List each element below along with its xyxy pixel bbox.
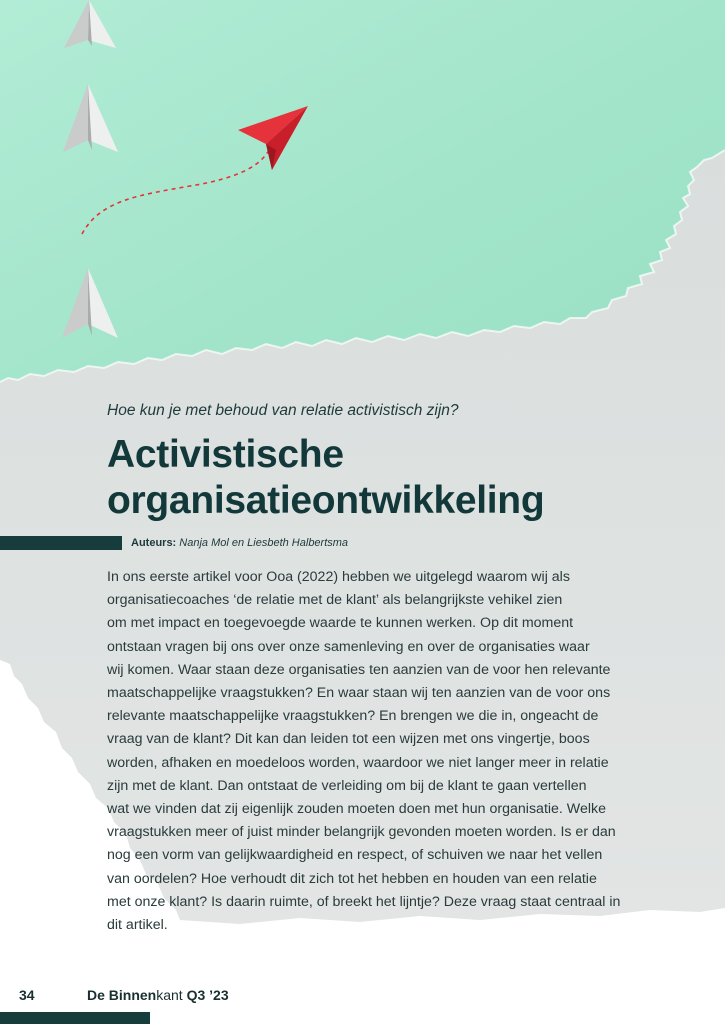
authors-label: Auteurs: <box>131 537 177 549</box>
body-line: wij komen. Waar staan deze organisaties ten aanzien van de voor hen relevante <box>107 661 611 678</box>
body-line: wat we vinden dat zij eigenlijk zouden moeten doen met hun organisatie. Welke <box>107 801 606 818</box>
title-line: organisatieontwikkeling <box>107 479 545 522</box>
magazine-issue: Q3 ’23 <box>186 987 229 1003</box>
body-line: met onze klant? Is daarin ruimte, of breekt het lijntje? Deze vraag staat centraal in <box>107 893 621 910</box>
body-line: relevante maatschappelijke vraagstukken? En brengen we die in, ongeacht de <box>107 708 599 725</box>
body-line: vraagstukken meer of juist minder belangrijk gevonden moeten worden. Is er dan <box>107 824 616 841</box>
magazine-name-bold: De Binnen <box>87 987 157 1003</box>
authors-line <box>131 536 348 550</box>
article-subtitle: Hoe kun je met behoud van relatie activistisch zijn? <box>107 402 459 419</box>
article-title <box>107 432 707 524</box>
article-body <box>107 566 627 937</box>
body-line: organisatiecoaches ‘de relatie met de klant’ als belangrijkste vehikel zien <box>107 592 563 609</box>
body-line: ontstaan vragen bij ons over onze samenleving en over de organisaties waar <box>107 638 590 655</box>
title-line: Activistische <box>107 433 344 476</box>
body-line: van oordelen? Hoe verhoudt dit zich tot het hebben en houden van een relatie <box>107 870 597 887</box>
magazine-name <box>87 987 229 1003</box>
body-line: In ons eerste artikel voor Ooa (2022) hebben we uitgelegd waarom wij als <box>107 569 570 585</box>
body-line: vraag van de klant? Dit kan dan leiden tot een wijzen met ons vingertje, boos <box>107 731 590 748</box>
authors-accent-bar <box>0 536 122 550</box>
authors-names: Nanja Mol en Liesbeth Halbertsma <box>179 537 349 549</box>
body-line: nog een vorm van gelijkwaardigheid en respect, of schuiven we naar het vellen <box>107 847 603 864</box>
page-number: 34 <box>19 987 35 1003</box>
footer-accent-bar <box>0 1012 150 1024</box>
body-line: worden, afhaken en moedeloos worden, waardoor we niet langer meer in relatie <box>107 754 609 771</box>
magazine-name-regular: kant <box>156 987 183 1003</box>
body-line: dit artikel. <box>107 917 168 934</box>
body-line: om met impact en toegevoegde waarde te kunnen werken. Op dit moment <box>107 615 574 632</box>
body-line: zijn met de klant. Dan ontstaat de verleiding om bij de klant te gaan vertellen <box>107 777 587 794</box>
body-line: maatschappelijke vraagstukken? En waar staan wij ten aanzien van de voor ons <box>107 685 611 702</box>
